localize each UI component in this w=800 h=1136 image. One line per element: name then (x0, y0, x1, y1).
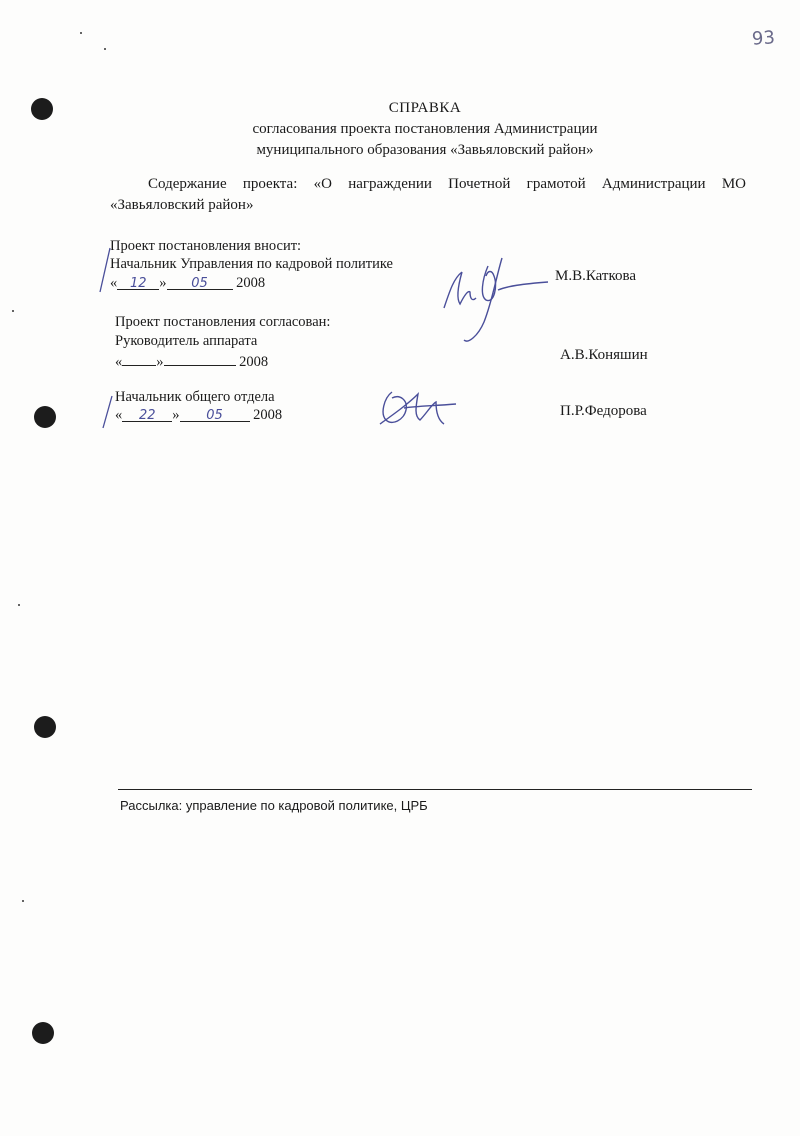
submitted-month-field (167, 274, 233, 290)
scan-speck (104, 48, 106, 50)
general-dept-position: Начальник общего отдела (115, 389, 275, 405)
approved-heading: Проект постановления согласован: (115, 314, 331, 330)
general-dept-name: П.Р.Федорова (560, 403, 647, 419)
submitted-day-field (117, 274, 159, 290)
general-dept-day: 22 (138, 408, 156, 423)
signature-fedorova-icon (374, 384, 464, 434)
submitted-heading: Проект постановления вносит: (110, 238, 302, 254)
general-dept-month: 05 (206, 408, 223, 423)
subtitle-line-2: муниципального образования «Завьяловский район» (256, 142, 594, 158)
general-dept-day-field (122, 406, 172, 422)
page-number-mark: 93 (751, 27, 776, 50)
approved-date (115, 350, 268, 371)
content-text: «О награждении Почетной грамотой Администрации МО «Завьяловский район» (110, 176, 747, 213)
general-dept-month-field (180, 406, 250, 422)
check-mark-icon (96, 246, 116, 294)
approved-day-field (122, 350, 156, 366)
content-label: Содержание проекта: (148, 176, 298, 192)
general-dept-date (115, 406, 282, 424)
project-content (110, 174, 746, 216)
scan-speck (80, 32, 82, 34)
scan-speck (22, 900, 24, 902)
mailing-list: Рассылка: управление по кадровой политике, ЦРБ (120, 798, 428, 813)
date-open-quote: « (115, 407, 123, 423)
scan-speck (12, 310, 14, 312)
binder-hole-4 (32, 1022, 54, 1044)
approved-name: А.В.Коняшин (560, 347, 648, 363)
binder-hole-1 (31, 98, 53, 120)
submitted-position: Начальник Управления по кадровой политике (110, 256, 393, 272)
date-open-quote: « (115, 354, 123, 370)
submitted-day: 12 (129, 276, 147, 291)
date-close-quote: » (172, 407, 180, 423)
check-mark-icon (98, 394, 118, 430)
approved-position: Руководитель аппарата (115, 333, 258, 349)
signature-katkova-icon (436, 250, 556, 350)
document-title: СПРАВКА (388, 100, 462, 116)
approved-year: 2008 (239, 354, 269, 370)
scan-speck (18, 604, 20, 606)
submitted-month: 05 (191, 276, 208, 291)
binder-hole-3 (34, 716, 56, 738)
general-dept-year: 2008 (253, 407, 283, 423)
binder-hole-2 (34, 406, 56, 428)
date-open-quote: « (110, 275, 118, 291)
date-close-quote: » (156, 354, 164, 370)
submitted-date (110, 274, 265, 292)
submitted-year: 2008 (236, 275, 266, 291)
submitted-name: М.В.Каткова (555, 268, 637, 284)
subtitle-line-1: согласования проекта постановления Администрации (252, 121, 598, 137)
document-header (120, 98, 730, 161)
footer-rule (118, 789, 752, 790)
approved-month-field (164, 350, 236, 366)
date-close-quote: » (159, 275, 167, 291)
